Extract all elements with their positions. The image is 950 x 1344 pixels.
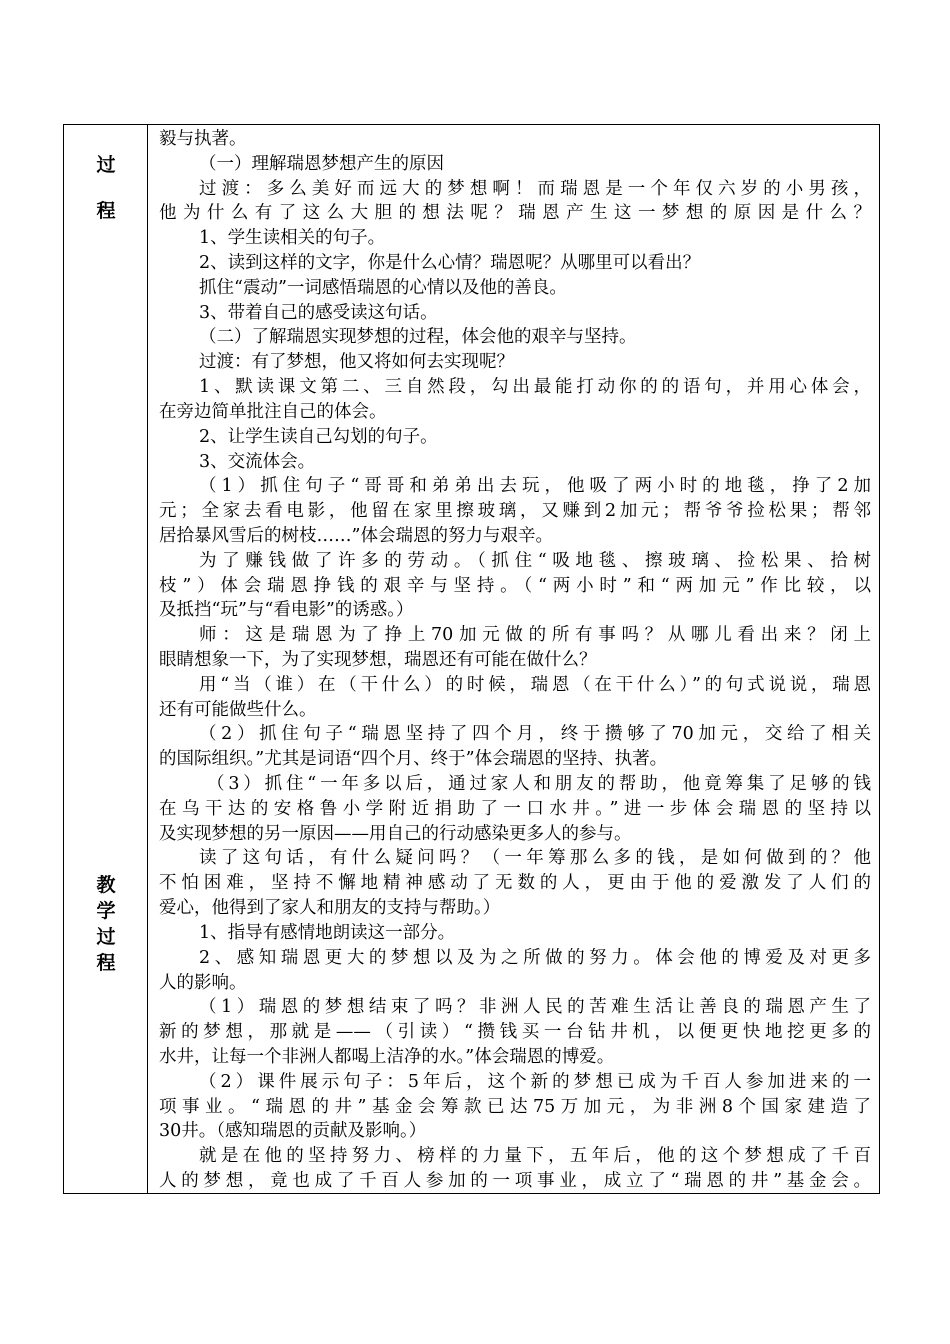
text-line: 他为什么有了这么大胆的想法呢？瑞恩产生这一梦想的原因是什么？ — [159, 203, 871, 224]
text-line: 水井，让每一个非洲人都喝上洁净的水。”体会瑞恩的博爱。 — [159, 1046, 615, 1067]
text-line: 用“当（谁）在（干什么）的时候，瑞恩（在干什么）”的句式说说，瑞恩 — [199, 674, 871, 695]
text-line: 的国际组织。”尤其是词语“四个月、终于”体会瑞恩的坚持、执著。 — [159, 749, 668, 770]
text-line: 就是在他的坚持努力、榜样的力量下，五年后，他的这个梦想成了千百 — [199, 1146, 871, 1167]
text-line: （1）抓住句子“哥哥和弟弟出去玩，他吸了两小时的地毯，挣了2加 — [199, 476, 871, 497]
text-line: 抓住“震动”一词感悟瑞恩的心情以及他的善良。 — [199, 277, 567, 298]
label-char: 学 — [96, 900, 116, 922]
text-line: 2、读到这样的文字，你是什么心情？瑞恩呢？从哪里可以看出？ — [199, 253, 701, 274]
text-line: 读了这句话，有什么疑问吗？（一年筹那么多的钱，是如何做到的？他 — [199, 848, 871, 869]
label-char: 程 — [96, 200, 116, 222]
text-line: （2）课件展示句子：5年后，这个新的梦想已成为千百人参加进来的一 — [199, 1071, 871, 1092]
text-line: 毅与执著。 — [159, 129, 247, 149]
text-line: 居拾暴风雪后的树枝……”体会瑞恩的努力与艰辛。 — [159, 525, 553, 546]
label-char: 教 — [96, 874, 116, 896]
text-line: 1、指导有感情地朗读这一部分。 — [199, 922, 456, 943]
text-line: 眼睛想象一下，为了实现梦想，瑞恩还有可能在做什么？ — [159, 650, 597, 670]
text-line: 为了赚钱做了许多的劳动。（抓住“吸地毯、擦玻璃、捡松果、拾树 — [199, 550, 871, 571]
text-line: （3）抓住“一年多以后，通过家人和朋友的帮助，他竟筹集了足够的钱 — [207, 774, 871, 795]
text-line: （2）抓住句子“瑞恩坚持了四个月，终于攒够了70加元，交给了相关 — [199, 724, 871, 745]
text-line: 人的梦想，竟也成了千百人参加的一项事业，成立了“瑞恩的井”基金会。 — [159, 1171, 871, 1191]
text-line: 30井。（感知瑞恩的贡献及影响。） — [159, 1121, 427, 1142]
label-char: 过 — [96, 154, 116, 176]
text-line: 在乌干达的安格鲁小学附近捐助了一口水井。”进一步体会瑞恩的坚持以 — [159, 798, 871, 819]
text-line: 2、让学生读自己勾划的句子。 — [199, 426, 438, 447]
text-line: 过渡：有了梦想，他又将如何去实现呢？ — [199, 352, 514, 373]
text-line: 1、默读课文第二、三自然段，勾出最能打动你的的语句，并用心体会， — [199, 377, 871, 398]
label-char: 程 — [96, 952, 116, 974]
text-line: 枝”）体会瑞恩挣钱的艰辛与坚持。（“两小时”和“两加元”作比较，以 — [159, 575, 871, 596]
label-char: 过 — [96, 926, 116, 948]
text-line: 师：这是瑞恩为了挣上70加元做的所有事吗？从哪儿看出来？闭上 — [199, 625, 871, 646]
text-line: 及实现梦想的另一原因——用自己的行动感染更多人的参与。 — [159, 823, 632, 844]
text-line: 在旁边简单批注自己的体会。 — [159, 401, 387, 422]
text-line: 不怕困难，坚持不懈地精神感动了无数的人，更由于他的爱激发了人们的 — [159, 873, 871, 894]
text-line: 2、感知瑞恩更大的梦想以及为之所做的努力。体会他的博爱及对更多 — [199, 947, 871, 968]
lesson-table — [63, 124, 880, 1194]
text-line: 元；全家去看电影，他留在家里擦玻璃，又赚到2加元；帮爷爷捡松果；帮邻 — [159, 501, 871, 522]
text-line: 3、交流体会。 — [199, 451, 316, 472]
text-line: （二）了解瑞恩实现梦想的过程，体会他的艰辛与坚持。 — [199, 327, 637, 348]
text-line: 过渡：多么美好而远大的梦想啊！而瑞恩是一个年仅六岁的小男孩， — [199, 178, 871, 199]
text-line: 新的梦想，那就是——（引读）“攒钱买一台钻井机，以便更快地挖更多的 — [159, 1022, 871, 1043]
text-line: 人的影响。 — [159, 972, 247, 993]
text-line: 及抵挡“玩”与“看电影”的诱惑。） — [159, 600, 414, 621]
text-line: 还有可能做些什么。 — [159, 699, 317, 720]
text-line: （1）瑞恩的梦想结束了吗？非洲人民的苦难生活让善良的瑞恩产生了 — [199, 997, 871, 1018]
section-label-column — [64, 125, 148, 1193]
text-line: （一）理解瑞恩梦想产生的原因 — [199, 153, 444, 174]
text-line: 1、学生读相关的句子。 — [199, 228, 386, 249]
text-line: 3、带着自己的感受读这句话。 — [199, 302, 438, 323]
text-line: 项事业。“瑞恩的井”基金会筹款已达75万加元，为非洲8个国家建造了 — [159, 1096, 871, 1117]
text-line: 爱心，他得到了家人和朋友的支持与帮助。） — [159, 898, 501, 919]
